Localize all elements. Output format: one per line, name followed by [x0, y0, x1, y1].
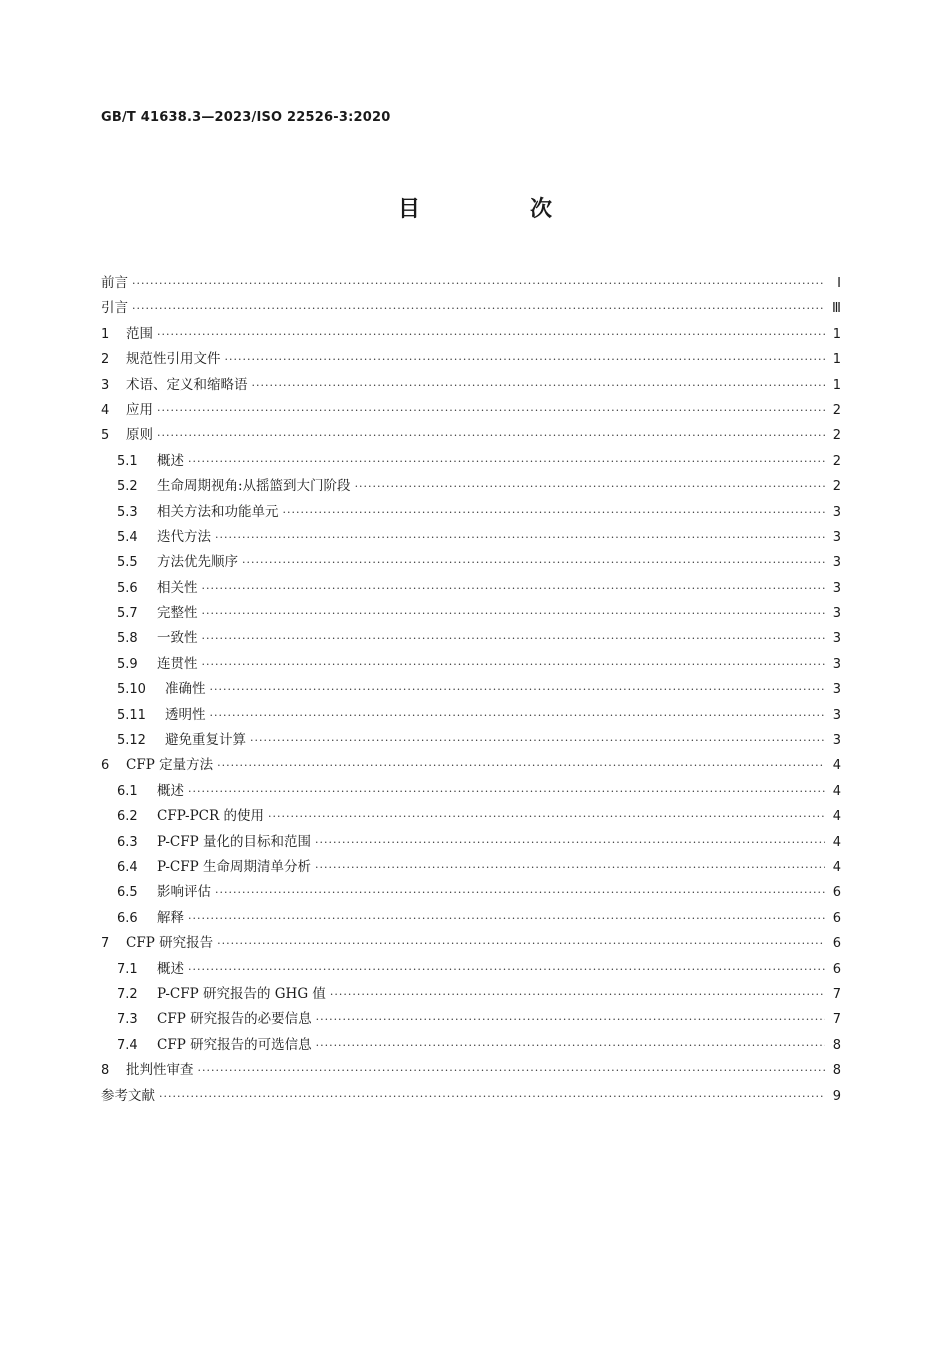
toc-entry-page: 1	[832, 352, 841, 368]
toc-entry-page: 2	[832, 428, 841, 444]
toc-entry[interactable]	[101, 880, 841, 905]
toc-entry-page: 3	[832, 631, 841, 647]
toc-entry-page: 6	[832, 885, 841, 901]
toc-entry[interactable]	[101, 500, 841, 525]
toc-entry-label: 透明性	[165, 706, 206, 723]
toc-entry[interactable]	[101, 550, 841, 575]
toc-entry-number: 5.12	[117, 733, 146, 749]
toc-entry-label: 规范性引用文件	[126, 351, 221, 368]
toc-entry[interactable]	[101, 855, 841, 880]
toc-dot-leader	[132, 302, 825, 315]
toc-entry-page: 6	[832, 961, 841, 977]
toc-entry-label: 范围	[126, 325, 153, 342]
toc-entry-number: 6.5	[117, 885, 138, 901]
toc-entry-number: 5.5	[117, 555, 138, 571]
toc-dot-leader	[217, 937, 825, 950]
toc-entry-number: 4	[101, 402, 110, 418]
toc-dot-leader	[316, 1013, 825, 1026]
toc-entry[interactable]	[101, 728, 841, 753]
toc-entry-label: 相关方法和功能单元	[157, 503, 279, 520]
toc-entry-number: 5.3	[117, 504, 138, 520]
toc-dot-leader	[315, 836, 825, 849]
toc-dot-leader	[159, 1090, 825, 1103]
toc-entry[interactable]	[101, 830, 841, 855]
toc-entry-page: 4	[832, 809, 841, 825]
toc-entry-page: 2	[832, 402, 841, 418]
toc-dot-leader	[202, 658, 826, 671]
toc-entry-page: 3	[832, 733, 841, 749]
toc-entry[interactable]	[101, 626, 841, 651]
toc-entry-label: 概述	[157, 782, 184, 799]
toc-entry-page: 3	[832, 504, 841, 520]
toc-entry-page: 1	[832, 377, 841, 393]
toc-entry[interactable]	[101, 804, 841, 829]
toc-entry[interactable]	[101, 1007, 841, 1032]
toc-dot-leader	[188, 963, 825, 976]
toc-entry-number: 5.11	[117, 707, 146, 723]
toc-entry-page: 2	[832, 453, 841, 469]
toc-entry-label: 批判性审查	[126, 1062, 194, 1079]
toc-entry-label: CFP-PCR 的使用	[157, 808, 264, 825]
toc-entry-number: 6.2	[117, 809, 138, 825]
toc-entry-number: 8	[101, 1063, 110, 1079]
toc-entry-number: 7.2	[117, 986, 138, 1002]
toc-entry-label: 方法优先顺序	[157, 554, 238, 571]
toc-entry[interactable]	[101, 931, 841, 956]
toc-entry-number: 5.8	[117, 631, 138, 647]
toc-entry[interactable]	[101, 322, 841, 347]
toc-entry-number: 7.4	[117, 1037, 138, 1053]
toc-dot-leader	[242, 556, 825, 569]
toc-entry-label: 完整性	[157, 605, 198, 622]
page-title: 目 次	[397, 197, 596, 222]
toc-entry[interactable]	[101, 652, 841, 677]
toc-entry-number: 5	[101, 428, 110, 444]
toc-entry-number: 5.10	[117, 682, 146, 698]
toc-dot-leader	[225, 353, 826, 366]
toc-entry-label: 影响评估	[157, 884, 211, 901]
toc-entry-page: 9	[832, 1088, 841, 1104]
toc-entry-number: 5.2	[117, 479, 138, 495]
toc-entry-label: CFP 定量方法	[126, 757, 214, 774]
toc-entry-label: 应用	[126, 401, 153, 418]
toc-dot-leader	[202, 582, 826, 595]
toc-dot-leader	[215, 531, 825, 544]
toc-dot-leader	[202, 632, 826, 645]
toc-entry[interactable]	[101, 423, 841, 448]
toc-entry[interactable]	[101, 982, 841, 1007]
toc-entry[interactable]	[101, 1033, 841, 1058]
toc-entry-number: 1	[101, 326, 110, 342]
toc-entry-label: CFP 研究报告	[126, 935, 214, 952]
toc-entry-number: 6.6	[117, 910, 138, 926]
toc-entry[interactable]	[101, 703, 841, 728]
toc-entry-page: 8	[832, 1063, 841, 1079]
toc-entry-number: 6.4	[117, 859, 138, 875]
toc-entry-label: CFP 研究报告的可选信息	[157, 1036, 312, 1053]
toc-entry-page: 3	[832, 555, 841, 571]
toc-entry-label: CFP 研究报告的必要信息	[157, 1011, 312, 1028]
table-of-contents	[101, 271, 841, 1109]
toc-dot-leader	[215, 886, 825, 899]
toc-entry-label: 原则	[126, 427, 153, 444]
toc-entry-page: Ⅰ	[837, 276, 841, 291]
toc-entry[interactable]	[101, 576, 841, 601]
toc-entry[interactable]	[101, 373, 841, 398]
toc-dot-leader	[355, 480, 825, 493]
toc-entry-page: 3	[832, 682, 841, 698]
toc-dot-leader	[210, 683, 826, 696]
toc-entry-page: 4	[832, 758, 841, 774]
toc-entry-label: 生命周期视角:从摇篮到大门阶段	[157, 478, 351, 495]
toc-entry-page: 3	[832, 580, 841, 596]
toc-entry-number: 7	[101, 936, 110, 952]
toc-entry[interactable]	[101, 1084, 841, 1109]
toc-entry-page: 6	[832, 910, 841, 926]
toc-entry[interactable]	[101, 677, 841, 702]
toc-entry-number: 3	[101, 377, 110, 393]
toc-entry-label: 一致性	[157, 630, 198, 647]
toc-entry[interactable]	[101, 398, 841, 423]
toc-entry-page: 6	[832, 936, 841, 952]
toc-dot-leader	[315, 861, 825, 874]
toc-entry-page: 3	[832, 656, 841, 672]
toc-entry-page: 3	[832, 529, 841, 545]
toc-entry-number: 5.4	[117, 529, 138, 545]
toc-dot-leader	[268, 810, 825, 823]
toc-dot-leader	[330, 988, 825, 1001]
toc-dot-leader	[283, 506, 826, 519]
toc-entry-page: 4	[832, 783, 841, 799]
toc-entry-number: 6	[101, 758, 110, 774]
toc-entry-label: 引言	[101, 300, 128, 317]
toc-entry-page: 3	[832, 707, 841, 723]
toc-entry[interactable]	[101, 296, 841, 321]
toc-entry[interactable]	[101, 779, 841, 804]
toc-dot-leader	[217, 759, 825, 772]
toc-entry-number: 7.3	[117, 1012, 138, 1028]
toc-entry-page: 4	[832, 834, 841, 850]
toc-entry-number: 5.6	[117, 580, 138, 596]
toc-entry[interactable]	[101, 347, 841, 372]
toc-dot-leader	[250, 734, 825, 747]
toc-entry[interactable]	[101, 753, 841, 778]
toc-entry-page: 7	[832, 1012, 841, 1028]
document-header: GB/T 41638.3—2023/ISO 22526-3:2020	[101, 110, 391, 125]
toc-dot-leader	[210, 709, 826, 722]
toc-dot-leader	[157, 429, 825, 442]
toc-entry-label: 术语、定义和缩略语	[126, 376, 248, 393]
toc-entry-number: 2	[101, 352, 110, 368]
toc-entry[interactable]	[101, 906, 841, 931]
toc-entry[interactable]	[101, 271, 841, 296]
toc-dot-leader	[157, 328, 825, 341]
toc-entry-label: P-CFP 量化的目标和范围	[157, 833, 311, 850]
toc-dot-leader	[188, 912, 825, 925]
toc-entry-label: 参考文献	[101, 1087, 155, 1104]
toc-entry[interactable]	[101, 1058, 841, 1083]
toc-dot-leader	[132, 277, 825, 290]
toc-dot-leader	[157, 404, 825, 417]
toc-entry-page: Ⅲ	[832, 301, 841, 317]
toc-entry-page: 3	[832, 606, 841, 622]
toc-dot-leader	[198, 1064, 826, 1077]
toc-entry-number: 7.1	[117, 961, 138, 977]
toc-entry-label: 概述	[157, 960, 184, 977]
toc-entry-label: 连贯性	[157, 655, 198, 672]
toc-entry-number: 5.7	[117, 606, 138, 622]
toc-entry-label: 避免重复计算	[165, 732, 246, 749]
toc-dot-leader	[188, 455, 825, 468]
toc-entry[interactable]	[101, 957, 841, 982]
toc-dot-leader	[188, 785, 825, 798]
toc-entry-number: 6.3	[117, 834, 138, 850]
toc-entry-number: 5.9	[117, 656, 138, 672]
toc-entry-label: 相关性	[157, 579, 198, 596]
toc-entry-label: 前言	[101, 275, 128, 291]
toc-entry[interactable]	[101, 525, 841, 550]
toc-entry-page: 1	[832, 326, 841, 342]
toc-entry-number: 5.1	[117, 453, 138, 469]
toc-entry-label: 准确性	[165, 681, 206, 698]
toc-entry-page: 4	[832, 859, 841, 875]
toc-dot-leader	[252, 379, 826, 392]
toc-entry[interactable]	[101, 601, 841, 626]
toc-entry[interactable]	[101, 449, 841, 474]
toc-entry-page: 7	[832, 986, 841, 1002]
toc-entry-label: P-CFP 研究报告的 GHG 值	[157, 985, 326, 1002]
toc-entry-number: 6.1	[117, 783, 138, 799]
toc-dot-leader	[202, 607, 826, 620]
toc-entry-label: 解释	[157, 909, 184, 926]
toc-entry[interactable]	[101, 474, 841, 499]
toc-entry-label: 迭代方法	[157, 528, 211, 545]
toc-entry-label: 概述	[157, 452, 184, 469]
toc-entry-label: P-CFP 生命周期清单分析	[157, 858, 311, 875]
toc-entry-page: 8	[832, 1037, 841, 1053]
toc-entry-page: 2	[832, 479, 841, 495]
toc-dot-leader	[316, 1039, 825, 1052]
